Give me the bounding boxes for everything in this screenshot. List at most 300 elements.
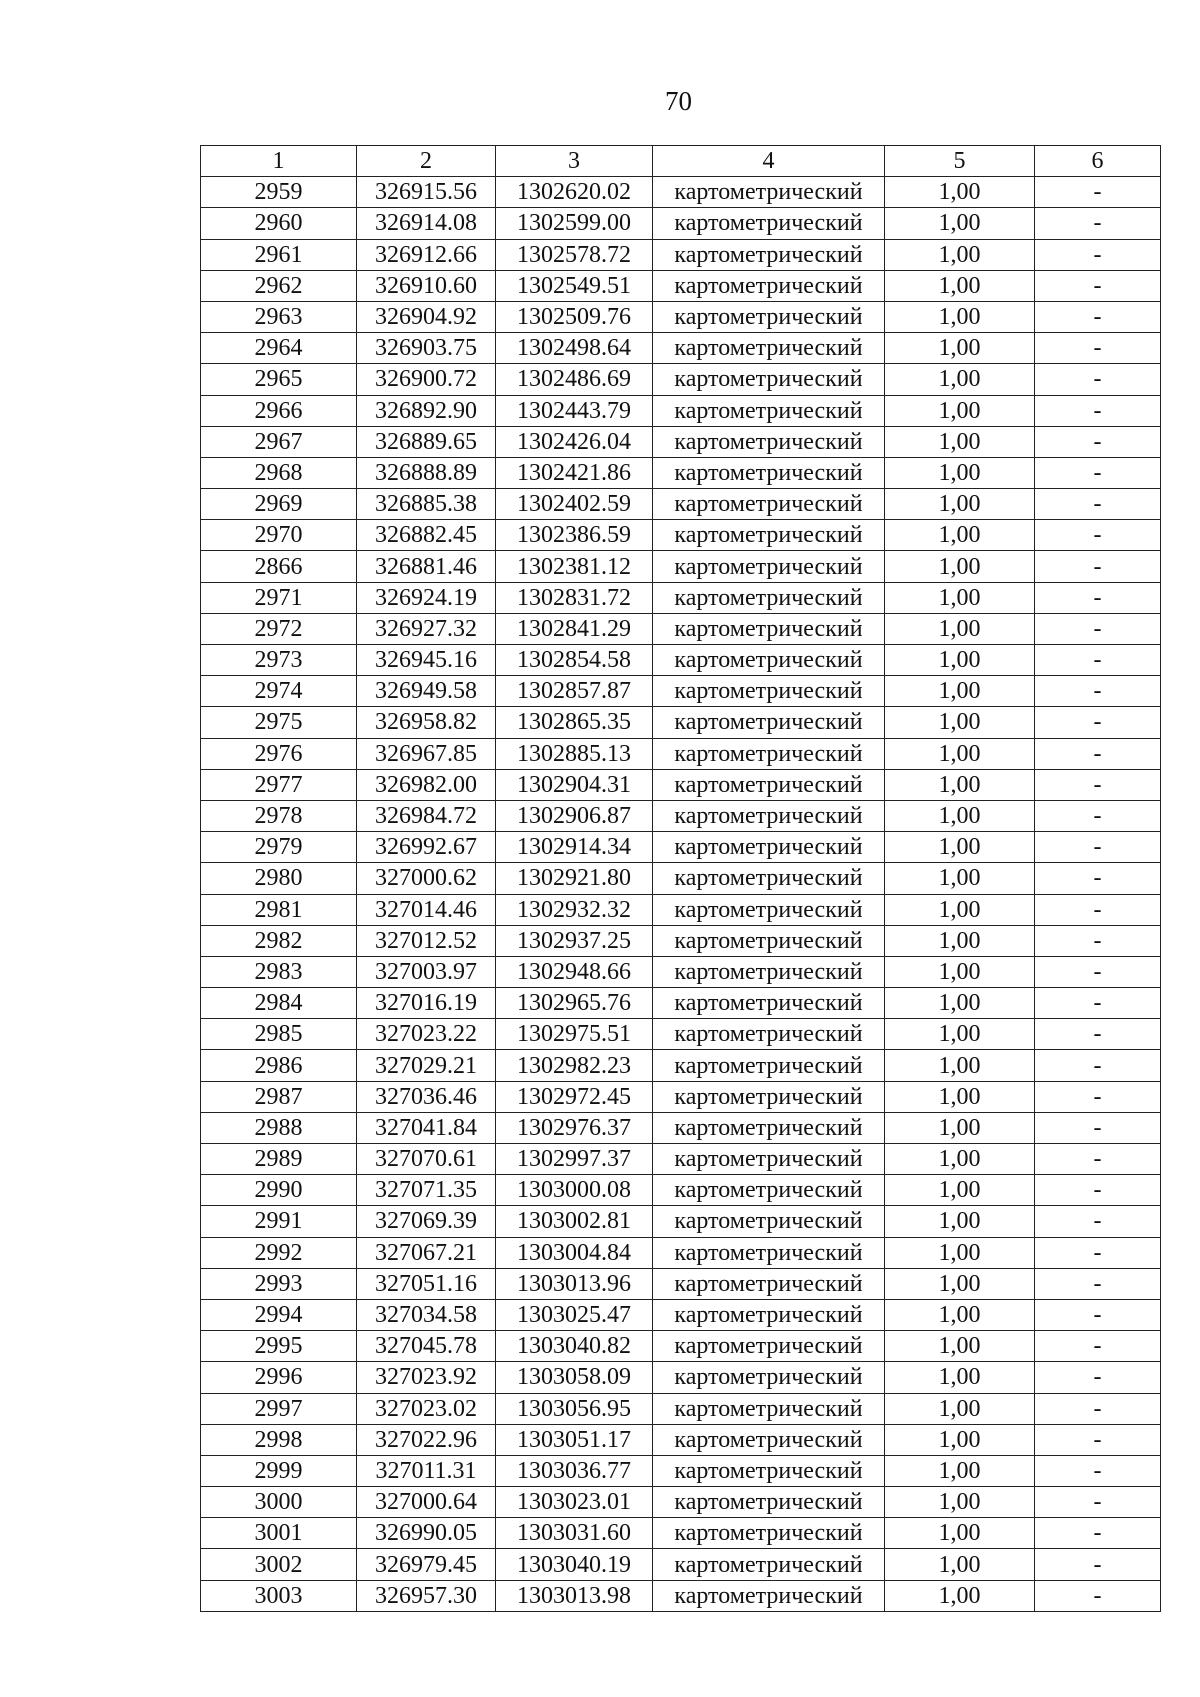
x-coordinate-cell: 326967.85 — [357, 738, 496, 769]
y-coordinate-cell: 1302997.37 — [496, 1144, 653, 1175]
accuracy-cell: 1,00 — [885, 1424, 1035, 1455]
note-cell: - — [1035, 1424, 1161, 1455]
method-cell: картометрический — [653, 1175, 885, 1206]
method-cell: картометрический — [653, 551, 885, 582]
table-row — [201, 894, 1161, 925]
accuracy-cell: 1,00 — [885, 177, 1035, 208]
y-coordinate-cell: 1302443.79 — [496, 395, 653, 426]
point-number-cell: 2972 — [201, 613, 357, 644]
note-cell: - — [1035, 489, 1161, 520]
table-body — [201, 177, 1161, 1612]
accuracy-cell: 1,00 — [885, 333, 1035, 364]
page-number: 70 — [665, 86, 692, 116]
point-number-cell: 2960 — [201, 208, 357, 239]
x-coordinate-cell: 326914.08 — [357, 208, 496, 239]
accuracy-cell: 1,00 — [885, 1206, 1035, 1237]
method-cell: картометрический — [653, 1549, 885, 1580]
y-coordinate-cell: 1302854.58 — [496, 645, 653, 676]
x-coordinate-cell: 327023.92 — [357, 1362, 496, 1393]
point-number-cell: 2991 — [201, 1206, 357, 1237]
note-cell: - — [1035, 208, 1161, 239]
point-number-cell: 2980 — [201, 863, 357, 894]
point-number-cell: 2982 — [201, 925, 357, 956]
y-coordinate-cell: 1303051.17 — [496, 1424, 653, 1455]
x-coordinate-cell: 326957.30 — [357, 1580, 496, 1611]
table-row — [201, 426, 1161, 457]
table-row — [201, 956, 1161, 987]
method-cell: картометрический — [653, 925, 885, 956]
point-number-cell: 2994 — [201, 1299, 357, 1330]
point-number-cell: 2976 — [201, 738, 357, 769]
y-coordinate-cell: 1303013.98 — [496, 1580, 653, 1611]
method-cell: картометрический — [653, 645, 885, 676]
method-cell: картометрический — [653, 863, 885, 894]
method-cell: картометрический — [653, 1518, 885, 1549]
table-row — [201, 582, 1161, 613]
table-row — [201, 863, 1161, 894]
table-row — [201, 832, 1161, 863]
column-header-3: 3 — [496, 146, 653, 177]
y-coordinate-cell: 1303056.95 — [496, 1393, 653, 1424]
point-number-cell: 2975 — [201, 707, 357, 738]
note-cell: - — [1035, 738, 1161, 769]
point-number-cell: 2984 — [201, 988, 357, 1019]
x-coordinate-cell: 326915.56 — [357, 177, 496, 208]
y-coordinate-cell: 1303000.08 — [496, 1175, 653, 1206]
table-row — [201, 208, 1161, 239]
note-cell: - — [1035, 1019, 1161, 1050]
accuracy-cell: 1,00 — [885, 738, 1035, 769]
y-coordinate-cell: 1303004.84 — [496, 1237, 653, 1268]
y-coordinate-cell: 1302914.34 — [496, 832, 653, 863]
point-number-cell: 2970 — [201, 520, 357, 551]
y-coordinate-cell: 1302498.64 — [496, 333, 653, 364]
y-coordinate-cell: 1303040.82 — [496, 1331, 653, 1362]
x-coordinate-cell: 327041.84 — [357, 1112, 496, 1143]
method-cell: картометрический — [653, 270, 885, 301]
x-coordinate-cell: 326949.58 — [357, 676, 496, 707]
accuracy-cell: 1,00 — [885, 988, 1035, 1019]
y-coordinate-cell: 1303023.01 — [496, 1487, 653, 1518]
table-row — [201, 270, 1161, 301]
accuracy-cell: 1,00 — [885, 270, 1035, 301]
accuracy-cell: 1,00 — [885, 1175, 1035, 1206]
method-cell: картометрический — [653, 1050, 885, 1081]
table-header — [201, 146, 1161, 177]
accuracy-cell: 1,00 — [885, 1050, 1035, 1081]
method-cell: картометрический — [653, 301, 885, 332]
header-row — [201, 146, 1161, 177]
x-coordinate-cell: 326888.89 — [357, 457, 496, 488]
coordinates-table — [200, 145, 1161, 1612]
method-cell: картометрический — [653, 676, 885, 707]
method-cell: картометрический — [653, 520, 885, 551]
note-cell: - — [1035, 1487, 1161, 1518]
accuracy-cell: 1,00 — [885, 426, 1035, 457]
accuracy-cell: 1,00 — [885, 894, 1035, 925]
point-number-cell: 2997 — [201, 1393, 357, 1424]
method-cell: картометрический — [653, 769, 885, 800]
table-row — [201, 738, 1161, 769]
x-coordinate-cell: 326984.72 — [357, 800, 496, 831]
method-cell: картометрический — [653, 800, 885, 831]
note-cell: - — [1035, 645, 1161, 676]
accuracy-cell: 1,00 — [885, 1081, 1035, 1112]
table-row — [201, 457, 1161, 488]
accuracy-cell: 1,00 — [885, 645, 1035, 676]
accuracy-cell: 1,00 — [885, 676, 1035, 707]
method-cell: картометрический — [653, 832, 885, 863]
x-coordinate-cell: 326979.45 — [357, 1549, 496, 1580]
accuracy-cell: 1,00 — [885, 551, 1035, 582]
accuracy-cell: 1,00 — [885, 707, 1035, 738]
method-cell: картометрический — [653, 1455, 885, 1486]
method-cell: картометрический — [653, 177, 885, 208]
y-coordinate-cell: 1302982.23 — [496, 1050, 653, 1081]
note-cell: - — [1035, 333, 1161, 364]
y-coordinate-cell: 1302386.59 — [496, 520, 653, 551]
point-number-cell: 2967 — [201, 426, 357, 457]
x-coordinate-cell: 326924.19 — [357, 582, 496, 613]
point-number-cell: 2995 — [201, 1331, 357, 1362]
table-row — [201, 1580, 1161, 1611]
accuracy-cell: 1,00 — [885, 1112, 1035, 1143]
method-cell: картометрический — [653, 1299, 885, 1330]
point-number-cell: 2973 — [201, 645, 357, 676]
note-cell: - — [1035, 1362, 1161, 1393]
x-coordinate-cell: 326903.75 — [357, 333, 496, 364]
note-cell: - — [1035, 988, 1161, 1019]
method-cell: картометрический — [653, 1112, 885, 1143]
y-coordinate-cell: 1303036.77 — [496, 1455, 653, 1486]
x-coordinate-cell: 327036.46 — [357, 1081, 496, 1112]
accuracy-cell: 1,00 — [885, 1487, 1035, 1518]
table-row — [201, 1549, 1161, 1580]
x-coordinate-cell: 327000.62 — [357, 863, 496, 894]
accuracy-cell: 1,00 — [885, 832, 1035, 863]
point-number-cell: 2974 — [201, 676, 357, 707]
x-coordinate-cell: 327012.52 — [357, 925, 496, 956]
y-coordinate-cell: 1303058.09 — [496, 1362, 653, 1393]
y-coordinate-cell: 1302976.37 — [496, 1112, 653, 1143]
y-coordinate-cell: 1303013.96 — [496, 1268, 653, 1299]
table-row — [201, 239, 1161, 270]
accuracy-cell: 1,00 — [885, 1455, 1035, 1486]
table-row — [201, 1112, 1161, 1143]
y-coordinate-cell: 1302402.59 — [496, 489, 653, 520]
method-cell: картометрический — [653, 1237, 885, 1268]
y-coordinate-cell: 1302975.51 — [496, 1019, 653, 1050]
note-cell: - — [1035, 1175, 1161, 1206]
table-row — [201, 177, 1161, 208]
table-row — [201, 333, 1161, 364]
note-cell: - — [1035, 1237, 1161, 1268]
point-number-cell: 2866 — [201, 551, 357, 582]
x-coordinate-cell: 327071.35 — [357, 1175, 496, 1206]
accuracy-cell: 1,00 — [885, 1393, 1035, 1424]
table-row — [201, 551, 1161, 582]
table-row — [201, 1424, 1161, 1455]
table-row — [201, 707, 1161, 738]
note-cell: - — [1035, 1299, 1161, 1330]
x-coordinate-cell: 327051.16 — [357, 1268, 496, 1299]
note-cell: - — [1035, 364, 1161, 395]
x-coordinate-cell: 326904.92 — [357, 301, 496, 332]
y-coordinate-cell: 1302965.76 — [496, 988, 653, 1019]
table-row — [201, 1362, 1161, 1393]
y-coordinate-cell: 1302620.02 — [496, 177, 653, 208]
point-number-cell: 3000 — [201, 1487, 357, 1518]
method-cell: картометрический — [653, 333, 885, 364]
method-cell: картометрический — [653, 707, 885, 738]
y-coordinate-cell: 1302421.86 — [496, 457, 653, 488]
note-cell: - — [1035, 832, 1161, 863]
method-cell: картометрический — [653, 208, 885, 239]
point-number-cell: 2961 — [201, 239, 357, 270]
point-number-cell: 2981 — [201, 894, 357, 925]
accuracy-cell: 1,00 — [885, 956, 1035, 987]
method-cell: картометрический — [653, 1424, 885, 1455]
note-cell: - — [1035, 582, 1161, 613]
table-row — [201, 520, 1161, 551]
y-coordinate-cell: 1302906.87 — [496, 800, 653, 831]
y-coordinate-cell: 1303031.60 — [496, 1518, 653, 1549]
method-cell: картометрический — [653, 613, 885, 644]
method-cell: картометрический — [653, 956, 885, 987]
point-number-cell: 2979 — [201, 832, 357, 863]
y-coordinate-cell: 1302831.72 — [496, 582, 653, 613]
note-cell: - — [1035, 613, 1161, 644]
table-row — [201, 925, 1161, 956]
table-row — [201, 1487, 1161, 1518]
y-coordinate-cell: 1302904.31 — [496, 769, 653, 800]
y-coordinate-cell: 1303002.81 — [496, 1206, 653, 1237]
x-coordinate-cell: 327029.21 — [357, 1050, 496, 1081]
table-row — [201, 1331, 1161, 1362]
accuracy-cell: 1,00 — [885, 208, 1035, 239]
x-coordinate-cell: 327000.64 — [357, 1487, 496, 1518]
x-coordinate-cell: 326892.90 — [357, 395, 496, 426]
accuracy-cell: 1,00 — [885, 1518, 1035, 1549]
method-cell: картометрический — [653, 395, 885, 426]
note-cell: - — [1035, 676, 1161, 707]
x-coordinate-cell: 326982.00 — [357, 769, 496, 800]
note-cell: - — [1035, 457, 1161, 488]
note-cell: - — [1035, 177, 1161, 208]
accuracy-cell: 1,00 — [885, 1237, 1035, 1268]
x-coordinate-cell: 326912.66 — [357, 239, 496, 270]
method-cell: картометрический — [653, 489, 885, 520]
accuracy-cell: 1,00 — [885, 1580, 1035, 1611]
accuracy-cell: 1,00 — [885, 863, 1035, 894]
column-header-6: 6 — [1035, 146, 1161, 177]
table-row — [201, 1518, 1161, 1549]
method-cell: картометрический — [653, 426, 885, 457]
note-cell: - — [1035, 863, 1161, 894]
x-coordinate-cell: 327069.39 — [357, 1206, 496, 1237]
x-coordinate-cell: 327014.46 — [357, 894, 496, 925]
note-cell: - — [1035, 956, 1161, 987]
y-coordinate-cell: 1302549.51 — [496, 270, 653, 301]
note-cell: - — [1035, 1393, 1161, 1424]
note-cell: - — [1035, 520, 1161, 551]
table-row — [201, 988, 1161, 1019]
point-number-cell: 2992 — [201, 1237, 357, 1268]
x-coordinate-cell: 326958.82 — [357, 707, 496, 738]
table-row — [201, 395, 1161, 426]
note-cell: - — [1035, 1518, 1161, 1549]
method-cell: картометрический — [653, 988, 885, 1019]
x-coordinate-cell: 327067.21 — [357, 1237, 496, 1268]
accuracy-cell: 1,00 — [885, 1019, 1035, 1050]
accuracy-cell: 1,00 — [885, 1144, 1035, 1175]
table-row — [201, 769, 1161, 800]
note-cell: - — [1035, 800, 1161, 831]
note-cell: - — [1035, 301, 1161, 332]
x-coordinate-cell: 327070.61 — [357, 1144, 496, 1175]
point-number-cell: 2989 — [201, 1144, 357, 1175]
table-row — [201, 800, 1161, 831]
point-number-cell: 3001 — [201, 1518, 357, 1549]
column-header-2: 2 — [357, 146, 496, 177]
y-coordinate-cell: 1302426.04 — [496, 426, 653, 457]
method-cell: картометрический — [653, 364, 885, 395]
accuracy-cell: 1,00 — [885, 1331, 1035, 1362]
accuracy-cell: 1,00 — [885, 800, 1035, 831]
y-coordinate-cell: 1302937.25 — [496, 925, 653, 956]
y-coordinate-cell: 1302857.87 — [496, 676, 653, 707]
point-number-cell: 2971 — [201, 582, 357, 613]
point-number-cell: 2983 — [201, 956, 357, 987]
table-row — [201, 301, 1161, 332]
y-coordinate-cell: 1302841.29 — [496, 613, 653, 644]
method-cell: картометрический — [653, 1268, 885, 1299]
table-row — [201, 1393, 1161, 1424]
x-coordinate-cell: 326927.32 — [357, 613, 496, 644]
method-cell: картометрический — [653, 1487, 885, 1518]
method-cell: картометрический — [653, 1081, 885, 1112]
accuracy-cell: 1,00 — [885, 1268, 1035, 1299]
method-cell: картометрический — [653, 1393, 885, 1424]
note-cell: - — [1035, 707, 1161, 738]
accuracy-cell: 1,00 — [885, 301, 1035, 332]
y-coordinate-cell: 1302921.80 — [496, 863, 653, 894]
x-coordinate-cell: 326881.46 — [357, 551, 496, 582]
point-number-cell: 3002 — [201, 1549, 357, 1580]
method-cell: картометрический — [653, 738, 885, 769]
table-row — [201, 1237, 1161, 1268]
table-row — [201, 1144, 1161, 1175]
x-coordinate-cell: 327011.31 — [357, 1455, 496, 1486]
y-coordinate-cell: 1302599.00 — [496, 208, 653, 239]
accuracy-cell: 1,00 — [885, 239, 1035, 270]
y-coordinate-cell: 1302932.32 — [496, 894, 653, 925]
table-row — [201, 489, 1161, 520]
note-cell: - — [1035, 894, 1161, 925]
x-coordinate-cell: 326900.72 — [357, 364, 496, 395]
note-cell: - — [1035, 769, 1161, 800]
table-row — [201, 613, 1161, 644]
accuracy-cell: 1,00 — [885, 582, 1035, 613]
method-cell: картометрический — [653, 1019, 885, 1050]
y-coordinate-cell: 1302885.13 — [496, 738, 653, 769]
accuracy-cell: 1,00 — [885, 769, 1035, 800]
point-number-cell: 2966 — [201, 395, 357, 426]
note-cell: - — [1035, 1331, 1161, 1362]
y-coordinate-cell: 1302578.72 — [496, 239, 653, 270]
y-coordinate-cell: 1302509.76 — [496, 301, 653, 332]
y-coordinate-cell: 1302948.66 — [496, 956, 653, 987]
accuracy-cell: 1,00 — [885, 613, 1035, 644]
note-cell: - — [1035, 1081, 1161, 1112]
method-cell: картометрический — [653, 894, 885, 925]
note-cell: - — [1035, 1580, 1161, 1611]
table-row — [201, 1299, 1161, 1330]
point-number-cell: 2999 — [201, 1455, 357, 1486]
point-number-cell: 2962 — [201, 270, 357, 301]
x-coordinate-cell: 327022.96 — [357, 1424, 496, 1455]
x-coordinate-cell: 326885.38 — [357, 489, 496, 520]
table-row — [201, 1455, 1161, 1486]
point-number-cell: 2993 — [201, 1268, 357, 1299]
point-number-cell: 2996 — [201, 1362, 357, 1393]
point-number-cell: 2968 — [201, 457, 357, 488]
x-coordinate-cell: 326882.45 — [357, 520, 496, 551]
table-row — [201, 1081, 1161, 1112]
method-cell: картометрический — [653, 1206, 885, 1237]
x-coordinate-cell: 327034.58 — [357, 1299, 496, 1330]
x-coordinate-cell: 326992.67 — [357, 832, 496, 863]
method-cell: картометрический — [653, 1144, 885, 1175]
y-coordinate-cell: 1302865.35 — [496, 707, 653, 738]
table-row — [201, 1206, 1161, 1237]
accuracy-cell: 1,00 — [885, 457, 1035, 488]
method-cell: картометрический — [653, 1362, 885, 1393]
point-number-cell: 2987 — [201, 1081, 357, 1112]
point-number-cell: 2988 — [201, 1112, 357, 1143]
y-coordinate-cell: 1302381.12 — [496, 551, 653, 582]
method-cell: картометрический — [653, 582, 885, 613]
column-header-4: 4 — [653, 146, 885, 177]
x-coordinate-cell: 327023.02 — [357, 1393, 496, 1424]
point-number-cell: 2964 — [201, 333, 357, 364]
table-row — [201, 364, 1161, 395]
method-cell: картометрический — [653, 239, 885, 270]
method-cell: картометрический — [653, 1580, 885, 1611]
note-cell: - — [1035, 1144, 1161, 1175]
x-coordinate-cell: 326889.65 — [357, 426, 496, 457]
note-cell: - — [1035, 1455, 1161, 1486]
point-number-cell: 2963 — [201, 301, 357, 332]
table-row — [201, 1175, 1161, 1206]
point-number-cell: 2965 — [201, 364, 357, 395]
note-cell: - — [1035, 551, 1161, 582]
note-cell: - — [1035, 1206, 1161, 1237]
point-number-cell: 2959 — [201, 177, 357, 208]
accuracy-cell: 1,00 — [885, 925, 1035, 956]
point-number-cell: 2986 — [201, 1050, 357, 1081]
accuracy-cell: 1,00 — [885, 489, 1035, 520]
accuracy-cell: 1,00 — [885, 1299, 1035, 1330]
x-coordinate-cell: 327023.22 — [357, 1019, 496, 1050]
point-number-cell: 3003 — [201, 1580, 357, 1611]
note-cell: - — [1035, 1549, 1161, 1580]
note-cell: - — [1035, 239, 1161, 270]
accuracy-cell: 1,00 — [885, 1362, 1035, 1393]
note-cell: - — [1035, 1050, 1161, 1081]
point-number-cell: 2978 — [201, 800, 357, 831]
y-coordinate-cell: 1302972.45 — [496, 1081, 653, 1112]
